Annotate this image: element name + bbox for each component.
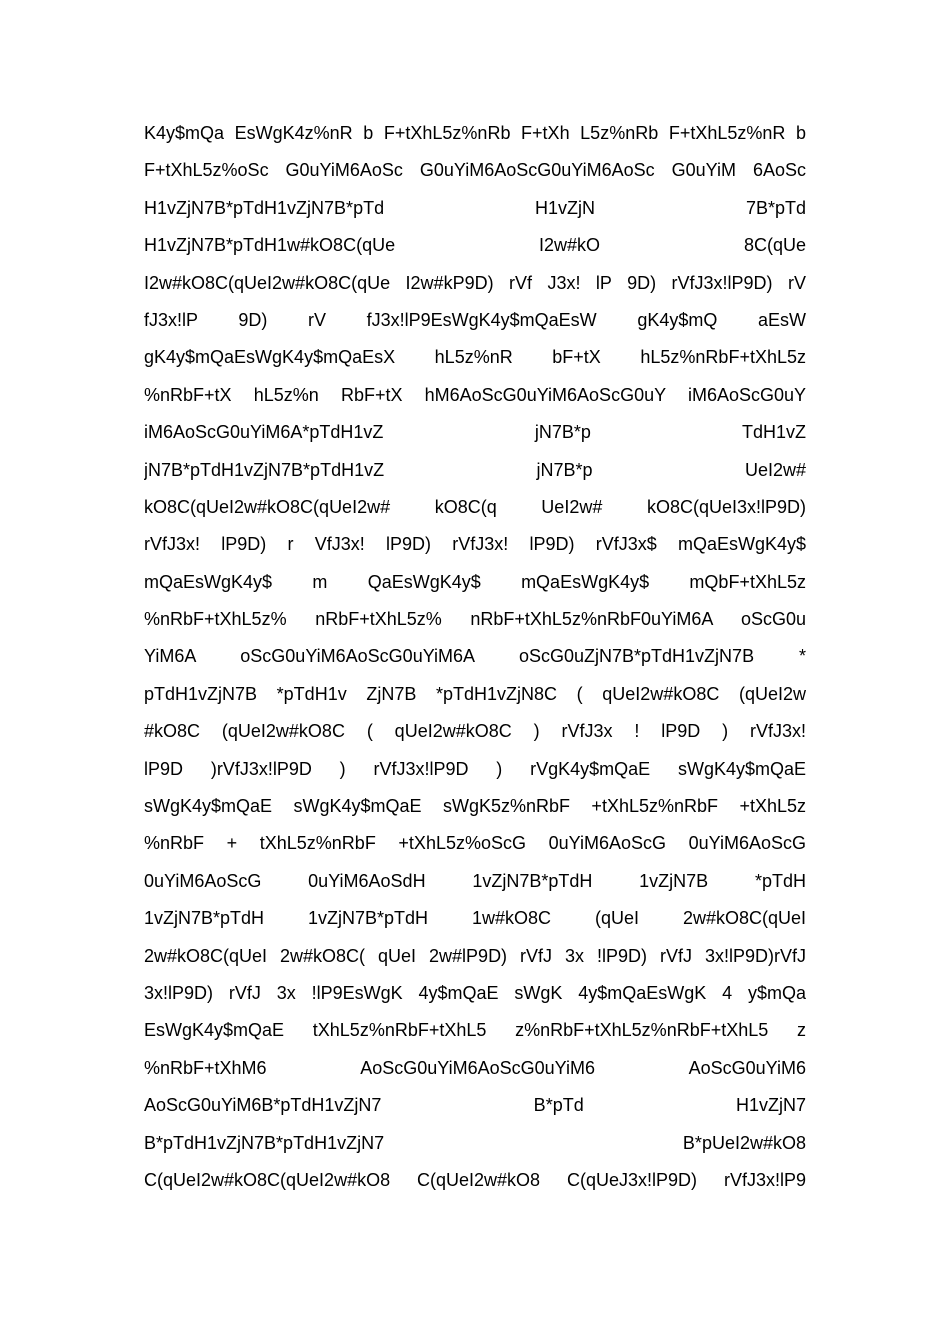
text-line: 1vZjN7B*pTdH 1vZjN7B*pTdH 1w#kO8C (qUeI 2w#kO8C(qUeI xyxy=(144,908,806,929)
text-line: F+tXhL5z%oSc G0uYiM6AoSc G0uYiM6AoScG0uYiM6AoSc G0uYiM 6AoSc xyxy=(144,160,806,181)
text-line: %nRbF+tXhL5z% nRbF+tXhL5z% nRbF+tXhL5z%nRbF0uYiM6A oScG0u xyxy=(144,609,806,630)
text-line: B*pTdH1vZjN7B*pTdH1vZjN7 B*pUeI2w#kO8 xyxy=(144,1132,806,1153)
text-line: kO8C(qUeI2w#kO8C(qUeI2w# kO8C(q UeI2w# kO8C(qUeI3x!lP9D) xyxy=(144,496,806,517)
text-line: %nRbF+tX hL5z%n RbF+tX hM6AoScG0uYiM6AoScG0uY iM6AoScG0uY xyxy=(144,384,806,405)
text-line: gK4y$mQaEsWgK4y$mQaEsX hL5z%nR bF+tX hL5z%nRbF+tXhL5z xyxy=(144,347,806,368)
text-line: lP9D )rVfJ3x!lP9D ) rVfJ3x!lP9D ) rVgK4y$mQaE sWgK4y$mQaE xyxy=(144,758,806,779)
text-line: 0uYiM6AoScG 0uYiM6AoSdH 1vZjN7B*pTdH 1vZjN7B *pTdH xyxy=(144,870,806,891)
text-line: 3x!lP9D) rVfJ 3x !lP9EsWgK 4y$mQaE sWgK 4y$mQaEsWgK 4 y$mQa xyxy=(144,982,806,1003)
text-line: H1vZjN7B*pTdH1vZjN7B*pTd H1vZjN 7B*pTd xyxy=(144,197,806,218)
text-line: iM6AoScG0uYiM6A*pTdH1vZ jN7B*p TdH1vZ xyxy=(144,422,806,443)
text-line: rVfJ3x! lP9D) r VfJ3x! lP9D) rVfJ3x! lP9D) rVfJ3x$ mQaEsWgK4y$ xyxy=(144,534,806,555)
text-line: K4y$mQa EsWgK4z%nR b F+tXhL5z%nRb F+tXh L5z%nRb F+tXhL5z%nR b xyxy=(144,123,806,143)
text-line: I2w#kO8C(qUeI2w#kO8C(qUe I2w#kP9D) rVf J3x! lP 9D) rVfJ3x!lP9D) rV xyxy=(144,272,806,293)
text-line: %nRbF+tXhM6 AoScG0uYiM6AoScG0uYiM6 AoScG0uYiM6 xyxy=(144,1057,806,1078)
text-line: jN7B*pTdH1vZjN7B*pTdH1vZ jN7B*p UeI2w# xyxy=(144,459,806,480)
text-line: AoScG0uYiM6B*pTdH1vZjN7 B*pTd H1vZjN7 xyxy=(144,1095,806,1116)
text-line: EsWgK4y$mQaE tXhL5z%nRbF+tXhL5 z%nRbF+tXhL5z%nRbF+tXhL5 z xyxy=(144,1020,806,1041)
text-line: 2w#kO8C(qUeI 2w#kO8C( qUeI 2w#lP9D) rVfJ 3x !lP9D) rVfJ 3x!lP9D)rVfJ xyxy=(144,945,806,966)
text-line: #kO8C (qUeI2w#kO8C ( qUeI2w#kO8C ) rVfJ3x ! lP9D ) rVfJ3x! xyxy=(144,721,806,742)
text-line: YiM6A oScG0uYiM6AoScG0uYiM6A oScG0uZjN7B*pTdH1vZjN7B * xyxy=(144,646,806,667)
text-line: %nRbF + tXhL5z%nRbF +tXhL5z%oScG 0uYiM6AoScG 0uYiM6AoScG xyxy=(144,833,806,854)
text-line: mQaEsWgK4y$ m QaEsWgK4y$ mQaEsWgK4y$ mQbF+tXhL5z xyxy=(144,571,806,592)
text-line: pTdH1vZjN7B *pTdH1v ZjN7B *pTdH1vZjN8C ( qUeI2w#kO8C (qUeI2w xyxy=(144,683,806,704)
text-line: H1vZjN7B*pTdH1w#kO8C(qUe I2w#kO 8C(qUe xyxy=(144,235,806,256)
text-line: fJ3x!lP 9D) rV fJ3x!lP9EsWgK4y$mQaEsW gK4y$mQ aEsW xyxy=(144,309,806,330)
text-line: C(qUeI2w#kO8C(qUeI2w#kO8 C(qUeI2w#kO8 C(qUeJ3x!lP9D) rVfJ3x!lP9 xyxy=(144,1169,806,1190)
text-line: sWgK4y$mQaE sWgK4y$mQaE sWgK5z%nRbF +tXhL5z%nRbF +tXhL5z xyxy=(144,796,806,817)
body-text xyxy=(144,115,806,1199)
